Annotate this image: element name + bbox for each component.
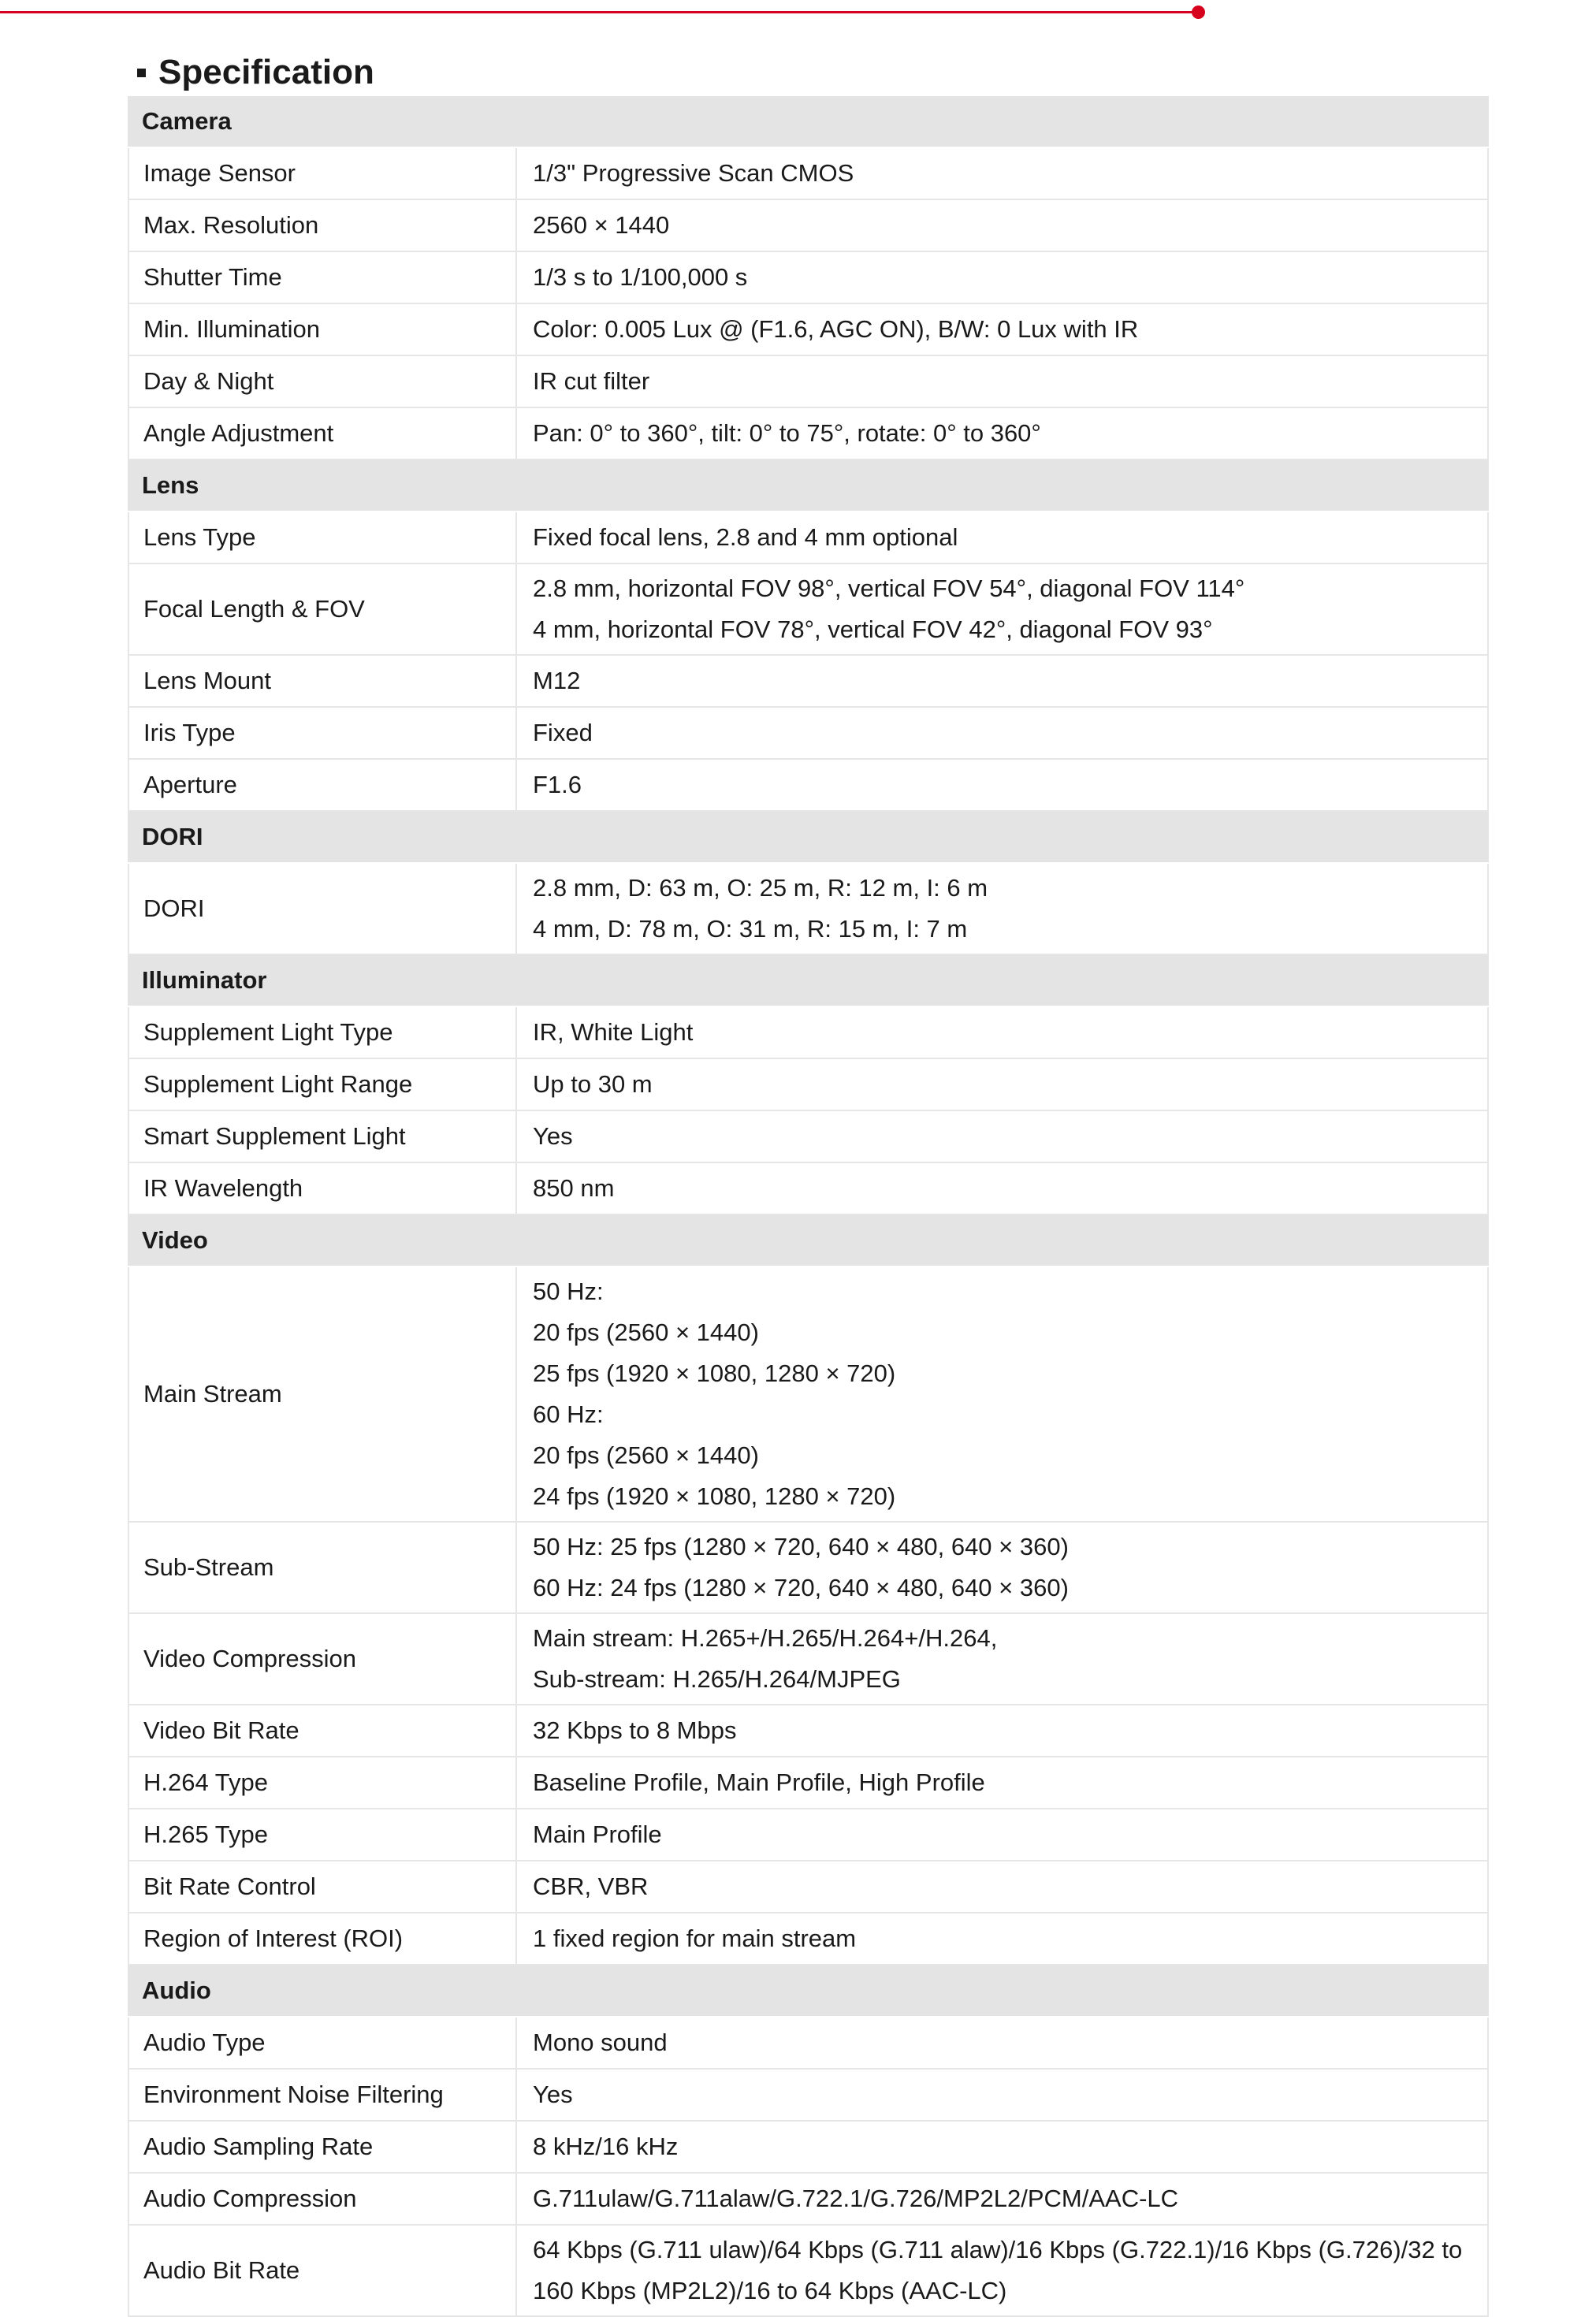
spec-row [128, 2226, 1489, 2317]
header-rule-dot [1192, 6, 1205, 19]
spec-label: Audio Type [128, 2018, 517, 2068]
spec-value [517, 2070, 1489, 2120]
spec-value [517, 1809, 1489, 1860]
spec-value-line: Mono sound [533, 2029, 668, 2056]
spec-value-line: Yes [533, 2081, 573, 2108]
spec-value-line: Up to 30 m [533, 1070, 653, 1098]
spec-value [517, 1861, 1489, 1912]
spec-row [128, 1111, 1489, 1163]
spec-row [128, 356, 1489, 408]
spec-row [128, 656, 1489, 708]
group-title: Lens [142, 471, 199, 499]
spec-label: Video Bit Rate [128, 1705, 517, 1756]
spec-value-line: Yes [533, 1122, 573, 1150]
spec-row [128, 760, 1489, 812]
spec-value-line: 64 Kbps (G.711 ulaw)/64 Kbps (G.711 alaw)/16 Kbps (G.722.1)/16 Kbps (G.726)/32 to [533, 2236, 1463, 2263]
spec-label: H.264 Type [128, 1757, 517, 1808]
spec-row [128, 1007, 1489, 1059]
spec-row [128, 1267, 1489, 1523]
spec-value [517, 2226, 1489, 2315]
spec-row [128, 2070, 1489, 2122]
spec-value [517, 1163, 1489, 1214]
spec-value-line: 8 kHz/16 kHz [533, 2133, 679, 2160]
spec-value-line: 2.8 mm, D: 63 m, O: 25 m, R: 12 m, I: 6 m [533, 874, 988, 902]
spec-row [128, 2122, 1489, 2174]
spec-row [128, 1614, 1489, 1705]
spec-label: Audio Sampling Rate [128, 2122, 517, 2172]
spec-label: Lens Mount [128, 656, 517, 706]
spec-label: Image Sensor [128, 148, 517, 199]
spec-label: Region of Interest (ROI) [128, 1913, 517, 1964]
spec-value-line: 2.8 mm, horizontal FOV 98°, vertical FOV 54°, diagonal FOV 114° [533, 575, 1245, 602]
header-rule [0, 11, 1198, 13]
spec-label: Supplement Light Type [128, 1007, 517, 1058]
spec-value-line: 50 Hz: 25 fps (1280 × 720, 640 × 480, 640 × 360) [533, 1533, 1069, 1560]
group-title: Audio [142, 1977, 211, 2004]
group-title: Illuminator [142, 966, 267, 994]
spec-value-line: G.711ulaw/G.711alaw/G.722.1/G.726/MP2L2/PCM/AAC-LC [533, 2185, 1179, 2212]
spec-label: Sub-Stream [128, 1523, 517, 1612]
spec-label: Main Stream [128, 1267, 517, 1521]
spec-row [128, 1059, 1489, 1111]
spec-row [128, 1861, 1489, 1913]
spec-row [128, 2018, 1489, 2070]
spec-value-line: 850 nm [533, 1174, 615, 1202]
spec-row [128, 708, 1489, 760]
square-bullet-icon [137, 69, 146, 77]
spec-value-line: 60 Hz: [533, 1400, 604, 1428]
spec-value-line: 25 fps (1920 × 1080, 1280 × 720) [533, 1359, 896, 1387]
spec-value-line: 1 fixed region for main stream [533, 1925, 857, 1952]
spec-row [128, 408, 1489, 460]
spec-value-line: 32 Kbps to 8 Mbps [533, 1716, 737, 1744]
spec-value-line: 20 fps (2560 × 1440) [533, 1318, 759, 1346]
spec-value [517, 564, 1489, 654]
spec-row [128, 564, 1489, 656]
section-heading-text: Specification [158, 53, 374, 91]
spec-label: Audio Compression [128, 2174, 517, 2224]
spec-row [128, 1913, 1489, 1966]
spec-label: Lens Type [128, 512, 517, 563]
spec-value-line: Sub-stream: H.265/H.264/MJPEG [533, 1665, 901, 1693]
spec-row [128, 512, 1489, 564]
spec-label: Iris Type [128, 708, 517, 758]
spec-value [517, 304, 1489, 355]
group-header-row [128, 460, 1489, 512]
spec-value-line: M12 [533, 667, 581, 694]
spec-value [517, 408, 1489, 459]
spec-value-line: Fixed [533, 719, 593, 746]
spec-row [128, 1757, 1489, 1809]
spec-value [517, 1059, 1489, 1110]
spec-value-line: 4 mm, D: 78 m, O: 31 m, R: 15 m, I: 7 m [533, 915, 968, 943]
spec-value [517, 200, 1489, 251]
spec-label: Video Compression [128, 1614, 517, 1704]
spec-row [128, 200, 1489, 252]
spec-value-line: Main Profile [533, 1820, 662, 1848]
spec-value-line: F1.6 [533, 771, 582, 798]
spec-value [517, 1007, 1489, 1058]
section-heading [137, 49, 374, 96]
group-title: Camera [142, 107, 232, 135]
spec-value-line: 1/3 s to 1/100,000 s [533, 263, 748, 291]
spec-label: Day & Night [128, 356, 517, 407]
group-header-row [128, 96, 1489, 148]
spec-value-line: 50 Hz: [533, 1278, 604, 1305]
spec-value [517, 1705, 1489, 1756]
spec-label: IR Wavelength [128, 1163, 517, 1214]
group-header-row [128, 1215, 1489, 1267]
spec-label: DORI [128, 864, 517, 954]
spec-value [517, 656, 1489, 706]
spec-value-line: Main stream: H.265+/H.265/H.264+/H.264, [533, 1624, 998, 1652]
spec-value [517, 2174, 1489, 2224]
spec-row [128, 1163, 1489, 1215]
spec-label: H.265 Type [128, 1809, 517, 1860]
spec-value [517, 1757, 1489, 1808]
spec-value [517, 512, 1489, 563]
spec-value-line: 160 Kbps (MP2L2)/16 to 64 Kbps (AAC-LC) [533, 2277, 1007, 2304]
spec-label: Smart Supplement Light [128, 1111, 517, 1162]
spec-value-line: Color: 0.005 Lux @ (F1.6, AGC ON), B/W: 0 Lux with IR [533, 315, 1139, 343]
spec-value-line: 1/3" Progressive Scan CMOS [533, 159, 854, 187]
spec-value [517, 760, 1489, 810]
spec-label: Shutter Time [128, 252, 517, 303]
spec-value-line: CBR, VBR [533, 1873, 649, 1900]
group-header-row [128, 812, 1489, 864]
spec-row [128, 304, 1489, 356]
spec-row [128, 864, 1489, 955]
spec-value [517, 252, 1489, 303]
spec-value-line: Baseline Profile, Main Profile, High Profile [533, 1768, 985, 1796]
spec-row [128, 252, 1489, 304]
spec-label: Focal Length & FOV [128, 564, 517, 654]
spec-value [517, 356, 1489, 407]
spec-value-line: 20 fps (2560 × 1440) [533, 1441, 759, 1469]
spec-value-line: 4 mm, horizontal FOV 78°, vertical FOV 42°, diagonal FOV 93° [533, 616, 1213, 643]
spec-label: Audio Bit Rate [128, 2226, 517, 2315]
group-header-row [128, 1966, 1489, 2018]
spec-value [517, 1614, 1489, 1704]
spec-value-line: IR, White Light [533, 1018, 694, 1046]
spec-value [517, 864, 1489, 954]
spec-value [517, 1111, 1489, 1162]
spec-label: Supplement Light Range [128, 1059, 517, 1110]
spec-label: Aperture [128, 760, 517, 810]
spec-value-line: 2560 × 1440 [533, 211, 670, 239]
spec-row [128, 1523, 1489, 1614]
spec-value [517, 1523, 1489, 1612]
spec-label: Environment Noise Filtering [128, 2070, 517, 2120]
spec-row [128, 1809, 1489, 1861]
group-header-row [128, 955, 1489, 1007]
spec-label: Angle Adjustment [128, 408, 517, 459]
spec-label: Bit Rate Control [128, 1861, 517, 1912]
spec-label: Max. Resolution [128, 200, 517, 251]
spec-value [517, 148, 1489, 199]
spec-value [517, 708, 1489, 758]
specification-table [128, 96, 1489, 2317]
spec-value-line: 60 Hz: 24 fps (1280 × 720, 640 × 480, 640 × 360) [533, 1574, 1069, 1601]
spec-value-line: Fixed focal lens, 2.8 and 4 mm optional [533, 523, 958, 551]
spec-value-line: 24 fps (1920 × 1080, 1280 × 720) [533, 1482, 896, 1510]
spec-value [517, 2018, 1489, 2068]
spec-row [128, 2174, 1489, 2226]
group-title: Video [142, 1226, 208, 1254]
spec-value-line: Pan: 0° to 360°, tilt: 0° to 75°, rotate: 0° to 360° [533, 419, 1041, 447]
spec-value [517, 2122, 1489, 2172]
spec-value [517, 1913, 1489, 1964]
spec-row [128, 148, 1489, 200]
spec-value [517, 1267, 1489, 1521]
spec-label: Min. Illumination [128, 304, 517, 355]
spec-value-line: IR cut filter [533, 367, 650, 395]
spec-row [128, 1705, 1489, 1757]
group-title: DORI [142, 823, 203, 850]
